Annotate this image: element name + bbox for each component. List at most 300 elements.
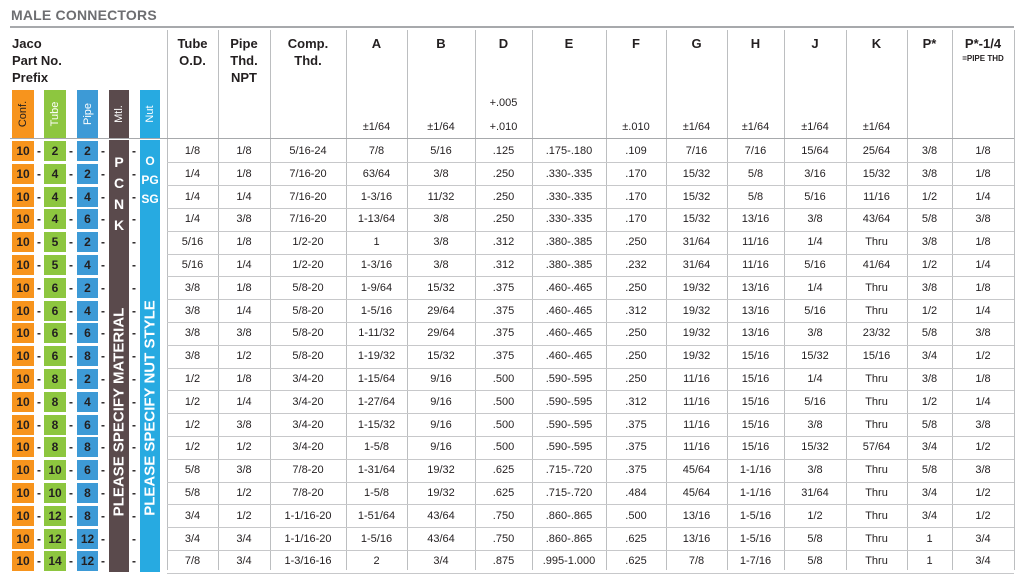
prefix-tube-cell: 6 [44,346,66,366]
prefix-dash: - [37,531,41,546]
table-cell: 5/8 [184,464,201,477]
table-cell: 31/64 [682,236,711,249]
table-cell: 3/8 [921,373,938,385]
table-cell: .250 [492,213,515,226]
table-cell: 19/32 [682,281,711,294]
prefix-dash: - [101,189,105,204]
table-cell: 9/16 [430,418,452,431]
table-cell: 1-5/8 [363,487,390,499]
prefix-tube-cell: 4 [44,209,66,229]
table-cell: 1/2 [975,350,991,363]
table-cell: 3/4 [433,555,449,568]
prefix-conf-cell: 10 [12,346,34,366]
prefix-conf-cell: 10 [12,415,34,435]
table-cell: 3/16 [804,167,826,180]
nut-code: SG [141,192,159,206]
prefix-tube-cell: 6 [44,278,66,298]
table-cell: 5/8 [807,555,823,568]
material-code: N [113,196,125,212]
table-cell: 11/16 [683,441,710,454]
table-cell: 15/16 [741,373,770,385]
table-cell: 43/64 [427,509,455,522]
prefix-pipe-cell: 4 [77,187,98,207]
table-cell: 1/2 [236,509,252,522]
prefix-dash: - [101,166,105,181]
page-title: MALE CONNECTORS [11,7,157,23]
table-cell: 1/4 [236,259,252,271]
table-cell: 1/8 [236,145,252,157]
prefix-dash: - [132,189,136,204]
prefix-tube-cell: 4 [44,187,66,207]
table-cell: 3/8 [433,167,449,180]
prefix-dash: - [101,417,105,432]
table-cell: 5/8 [921,464,938,477]
table-cell: 3/8 [184,304,201,317]
prefix-dash: - [132,349,136,364]
material-code: P [114,154,124,170]
prefix-dash: - [37,303,41,318]
prefix-dash: - [69,508,73,523]
table-cell: 1 [373,236,380,249]
column-header-line: E [564,36,574,51]
column-header-line: G [691,36,702,51]
table-cell: 5/8 [921,418,938,431]
table-cell: 1-1/16-20 [284,532,332,545]
table-cell: .715-.720 [545,487,593,499]
table-cell: 1 [926,532,933,545]
table-cell: 1-15/64 [357,373,396,385]
table-cell: 5/8 [921,327,938,340]
prefix-dash: - [37,258,41,272]
table-cell: .625 [492,464,515,477]
column-header [270,35,346,69]
prefix-conf-cell: 10 [12,301,34,321]
table-cell: .625 [492,487,515,499]
table-cell: .250 [625,236,647,249]
table-cell: 3/4 [236,532,252,545]
column-header-line: A [371,36,382,51]
table-cell: 3/8 [236,418,252,431]
nut-codes [140,152,160,209]
prefix-tube-cell: 8 [44,415,66,435]
table-cell: .500 [492,418,515,431]
table-cell: 1-15/32 [357,418,396,431]
column-header-line: B [436,36,446,51]
column-header-line: Thd. [294,53,322,68]
nut-code: O [145,154,155,168]
table-cell: 1/4 [236,304,252,317]
prefix-dash: - [132,166,136,181]
table-cell: 11/32 [427,190,455,203]
table-cell: 5/16-24 [289,145,327,157]
table-cell: Thru [865,304,888,317]
table-cell: 1-3/16 [360,259,393,271]
table-cell: 7/16 [744,145,767,157]
tolerance: ±1/64 [862,121,891,133]
tolerance: ±.010 [622,121,650,133]
table-cell: 7/8-20 [292,487,324,499]
table-cell: 1/2 [975,487,991,499]
table-cell: 9/16 [430,373,452,385]
prefix-pipe-cell: 8 [77,483,98,503]
column-header [606,35,666,52]
prefix-dash: - [69,349,73,364]
table-cell: .375 [625,464,647,477]
prefix-pipe-cell: 6 [77,460,98,480]
table-cell: Thru [865,373,888,385]
column-header-line: =PIPE THD [962,54,1004,63]
table-cell: 19/32 [427,464,455,477]
table-cell: 1/4 [184,213,201,226]
prefix-dash: - [37,166,41,181]
tolerance: ±1/64 [362,121,391,133]
table-cell: 15/32 [801,350,829,363]
prefix-dash: - [101,486,105,500]
table-cell: 1/2 [921,190,938,203]
column-header-line: P*-1/4 [964,36,1002,51]
table-cell: .500 [492,441,515,454]
table-cell: .590-.595 [545,373,593,385]
table-cell: 5/16 [804,259,826,271]
prefix-pipe-cell: 2 [77,278,98,298]
table-cell: .375 [492,350,515,363]
table-cell: .460-.465 [545,327,593,340]
column-header-line: Tube [177,36,208,51]
prefix-dash: - [132,212,136,227]
table-cell: Thru [865,555,888,568]
table-cell: 1-5/16 [739,509,772,522]
prefix-dash: - [132,440,136,455]
table-cell: .375 [492,327,515,340]
table-cell: 1/4 [236,190,252,203]
table-cell: 1-9/64 [360,281,393,294]
table-cell: 1/4 [184,190,201,203]
material-code: C [113,175,125,191]
table-cell: .860-.865 [545,532,593,545]
table-cell: 5/8 [184,487,201,499]
prefix-tube-cell: 6 [44,323,66,343]
table-cell: 7/16 [685,145,708,157]
table-cell: Thru [865,281,888,294]
prefix-pipe-cell: 4 [77,301,98,321]
table-cell: 3/8 [807,418,823,431]
prefix-dash: - [69,417,73,432]
table-cell: 5/8-20 [292,350,324,363]
prefix-dash: - [101,326,105,341]
table-cell: .484 [625,487,647,499]
prefix-dash: - [37,144,41,158]
column-header [666,35,727,52]
prefix-dash: - [37,326,41,341]
tolerance: ±1/64 [801,121,829,133]
prefix-pipe-cell: 12 [77,551,98,571]
table-cell: .250 [625,281,647,294]
table-cell: 5/16 [804,395,826,408]
table-cell: 1/4 [236,395,252,408]
table-cell: 3/8 [236,213,252,226]
table-cell: 1/2 [236,350,252,363]
prefix-dash: - [69,463,73,478]
table-cell: 3/8 [975,213,991,226]
table-cell: .460-.465 [545,281,593,294]
table-cell: 15/64 [801,145,829,157]
prefix-dash: - [69,212,73,227]
tolerance-upper: +.005 [489,97,518,109]
table-cell: 1/8 [975,281,991,294]
table-cell: 1/2 [921,395,938,408]
table-cell: 3/8 [921,281,938,294]
prefix-tube-cell: 10 [44,460,66,480]
prefix-conf-cell: 10 [12,141,34,161]
prefix-header-label: Pipe [81,102,94,126]
prefix-dash: - [37,372,41,386]
prefix-dash: - [37,235,41,250]
table-cell: Thru [865,487,888,499]
column-header [846,35,907,52]
prefix-dash: - [69,531,73,546]
table-cell: 1/2-20 [292,259,324,271]
column-header-line: J [811,36,819,51]
table-cell: 29/64 [427,327,455,340]
table-cell: .375 [492,281,515,294]
column-header [907,35,952,52]
table-cell: 5/16 [804,304,826,317]
table-cell: 63/64 [362,167,391,180]
prefix-dash: - [37,508,41,523]
column-header [727,35,784,52]
table-cell: Thru [865,395,888,408]
prefix-dash: - [69,189,73,204]
table-cell: 5/8 [747,167,764,180]
table-cell: 3/4-20 [292,373,324,385]
prefix-conf-cell: 10 [12,529,34,549]
prefix-dash: - [37,280,41,295]
table-cell: 1/8 [236,281,252,294]
prefix-dash: - [101,554,105,569]
table-cell: 1/2 [236,487,252,499]
table-cell: Thru [865,509,888,522]
nut-note: PLEASE SPECIFY NUT STYLE [141,300,159,516]
table-cell: 19/32 [427,487,455,499]
table-cell: 13/16 [741,281,770,294]
table-cell: .232 [625,259,647,271]
table-cell: 7/8 [688,555,705,568]
table-cell: 15/16 [741,395,770,408]
prefix-dash: - [69,326,73,341]
prefix-pipe-cell: 2 [77,232,98,252]
table-cell: 9/16 [430,395,452,408]
prefix-dash: - [37,417,41,432]
prefix-dash: - [101,531,105,546]
table-cell: 7/8-20 [292,464,324,477]
prefix-tube-cell: 8 [44,369,66,389]
table-cell: 1-3/16-16 [284,555,332,568]
prefix-header-nut [140,90,160,138]
table-cell: 15/32 [682,167,711,180]
table-cell: 5/8 [807,532,823,545]
table-cell: 3/4 [921,487,938,499]
table-cell: 3/8 [433,236,449,249]
table-cell: 43/64 [427,532,455,545]
prefix-pipe-cell: 8 [77,506,98,526]
table-cell: 1/8 [975,167,991,180]
table-cell: .500 [625,509,647,522]
table-cell: 23/32 [862,327,891,340]
tolerance: ±1/64 [427,121,455,133]
prefix-dash: - [101,303,105,318]
table-cell: 3/8 [921,167,938,180]
table-cell: 9/16 [430,441,452,454]
table-cell: 3/8 [807,464,823,477]
table-cell: 7/8 [184,555,201,568]
prefix-pipe-cell: 4 [77,255,98,275]
column-header-line: P* [922,36,937,51]
table-cell: 13/16 [741,327,770,340]
prefix-dash: - [101,463,105,478]
table-cell: 3/8 [184,327,201,340]
prefix-dash: - [69,394,73,409]
table-cell: 3/4 [921,509,938,522]
table-cell: 3/4 [921,441,938,454]
table-cell: .460-.465 [545,350,593,363]
table-cell: .590-.595 [545,395,593,408]
table-cell: 5/16 [430,145,452,157]
table-cell: 1/8 [975,145,991,157]
column-header [218,35,270,86]
table-cell: Thru [865,418,888,431]
table-cell: 15/16 [741,418,770,431]
table-cell: 7/16-20 [289,167,327,180]
table-cell: 1/8 [975,236,991,249]
table-cell: .170 [625,167,647,180]
prefix-dash: - [132,235,136,250]
table-cell: 1/2 [184,395,201,408]
column-header-line: NPT [231,70,257,85]
table-cell: 3/8 [433,259,449,271]
prefix-dash: - [101,144,105,158]
table-cell: 1/8 [236,373,252,385]
column-header-line: O.D. [179,53,206,68]
prefix-dash: - [101,372,105,386]
table-cell: .250 [625,350,647,363]
table-cell: 3/4 [975,532,991,545]
prefix-dash: - [101,212,105,227]
table-cell: 1-5/8 [363,441,390,454]
prefix-dash: - [132,303,136,318]
prefix-dash: - [132,280,136,295]
prefix-tube-cell: 4 [44,164,66,184]
table-cell: 3/4 [184,532,201,545]
prefix-pipe-cell: 8 [77,346,98,366]
table-cell: 3/4 [975,555,991,568]
table-cell: 11/16 [742,236,769,249]
table-cell: 2 [373,555,380,568]
prefix-pipe-cell: 12 [77,529,98,549]
prefix-pipe-cell: 2 [77,164,98,184]
table-cell: 1-11/32 [358,327,395,340]
table-cell: 15/32 [682,213,711,226]
table-cell: .330-.335 [545,167,593,180]
column-header [475,35,532,52]
table-cell: 1/2 [184,441,201,454]
table-cell: 31/64 [801,487,829,499]
table-cell: .330-.335 [545,190,593,203]
table-cell: .312 [625,395,647,408]
table-cell: 1/2 [975,509,991,522]
tolerance: +.010 [489,121,518,133]
prefix-dash: - [69,235,73,250]
prefix-header-mtl [109,90,129,138]
table-cell: 3/8 [921,145,938,157]
table-cell: 1-5/16 [360,532,393,545]
table-cell: 11/16 [683,418,710,431]
prefix-dash: - [69,303,73,318]
prefix-conf-cell: 10 [12,483,34,503]
prefix-dash: - [69,280,73,295]
table-cell: 11/16 [863,190,890,203]
prefix-dash: - [101,440,105,455]
tolerance: ±1/64 [741,121,770,133]
column-header-line: H [750,36,761,51]
table-cell: 13/16 [741,304,770,317]
table-cell: 1/8 [975,373,991,385]
table-cell: .500 [492,395,515,408]
table-cell: 1/4 [807,281,823,294]
prefix-conf-cell: 10 [12,278,34,298]
material-note: PLEASE SPECIFY MATERIAL [110,307,128,517]
prefix-header-label: Mtl. [113,105,125,123]
table-cell: 1/2 [236,441,252,454]
prefix-conf-cell: 10 [12,369,34,389]
table-cell: .995-1.000 [542,555,596,568]
prefix-conf-cell: 10 [12,437,34,457]
table-cell: 3/8 [184,281,201,294]
column-header-line: K [871,36,882,51]
prefix-dash: - [132,486,136,500]
column-header-line: Pipe [230,36,258,51]
header-line-part-no: Part No. [12,53,62,68]
table-cell: .380-.385 [545,259,593,271]
column-header [167,35,218,69]
prefix-dash: - [69,258,73,272]
prefix-dash: - [37,463,41,478]
table-cell: 1-51/64 [357,509,396,522]
table-cell: .875 [492,555,515,568]
table-cell: 15/32 [801,441,829,454]
table-cell: 5/8-20 [292,304,324,317]
table-cell: 1/4 [975,259,991,271]
prefix-tube-cell: 5 [44,232,66,252]
table-cell: 57/64 [862,441,891,454]
table-cell: 1/4 [975,304,991,317]
prefix-dash: - [37,554,41,569]
prefix-dash: - [101,508,105,523]
column-divider [1014,30,1015,570]
table-cell: .330-.335 [545,213,593,226]
table-cell: Thru [865,236,888,249]
prefix-dash: - [69,372,73,386]
header-line-prefix: Prefix [12,70,49,85]
table-cell: 3/4-20 [292,395,324,408]
table-cell: 45/64 [682,464,711,477]
header-line-jaco: Jaco [12,36,42,51]
table-cell: .625 [625,532,647,545]
table-cell: 5/8-20 [292,327,324,340]
table-cell: .175-.180 [545,145,593,157]
table-cell: 1-27/64 [357,395,396,408]
table-cell: 3/4-20 [292,418,324,431]
prefix-tube-cell: 12 [44,529,66,549]
